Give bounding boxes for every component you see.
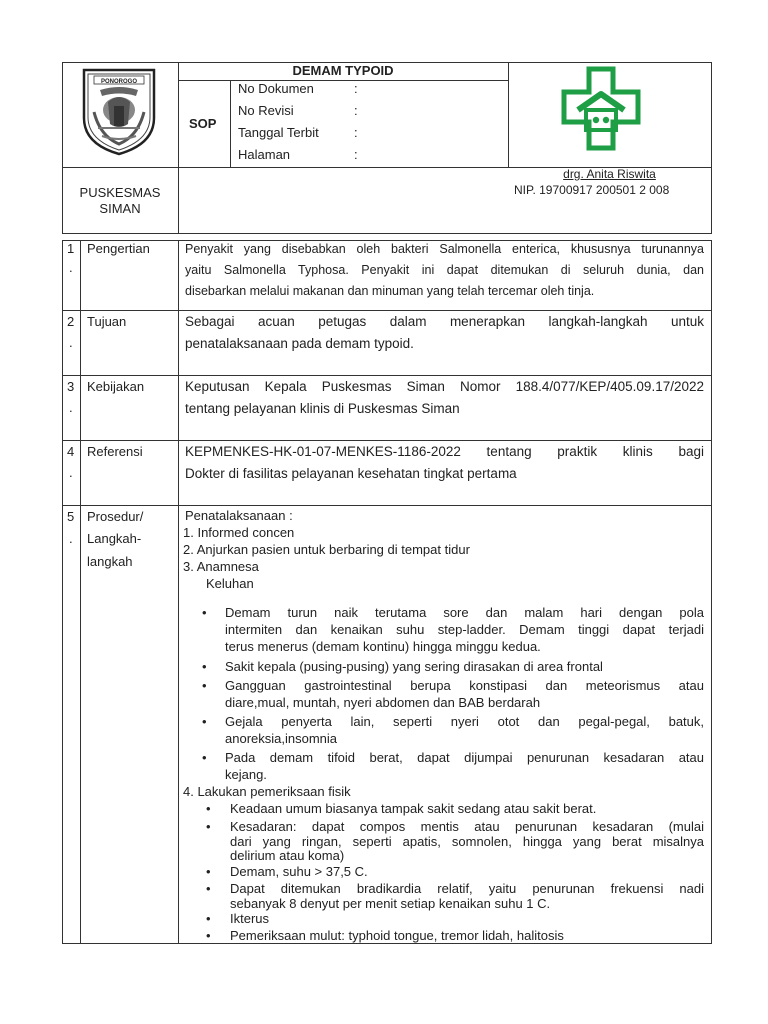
document-title: DEMAM TYPOID — [292, 63, 394, 78]
row-text-line: Sebagai acuan petugas dalam menerapkan langkah-langkah untuk — [185, 314, 704, 329]
bullet-line: delirium atau koma) — [230, 848, 345, 863]
bullet-icon: • — [202, 605, 207, 620]
field-colon: : — [354, 125, 358, 140]
bullet-icon: • — [202, 678, 207, 693]
row-number-dot: . — [69, 531, 73, 546]
row-label: Langkah- — [87, 531, 142, 546]
row-label: Pengertian — [87, 241, 150, 256]
bullet-line: Gangguan gastrointestinal berupa konstipasi dan meteorismus atau — [225, 678, 704, 693]
field-label: No Dokumen — [238, 81, 314, 96]
puskesmas-logo — [556, 66, 646, 152]
bullet-line: diare,mual, muntah, nyeri abdomen dan BAB berdarah — [225, 695, 541, 710]
institution-line: SIMAN — [99, 201, 141, 216]
bullet-line: Sakit kepala (pusing-pusing) yang sering dirasakan di area frontal — [225, 659, 603, 674]
signer-nip: NIP. 19700917 200501 2 008 — [514, 183, 670, 197]
row-number-dot: . — [69, 335, 73, 350]
bullet-line: Kesadaran: dapat compos mentis atau penurunan kesadaran (mulai — [230, 819, 704, 834]
row-text-line: tentang pelayanan klinis di Puskesmas Siman — [185, 401, 460, 416]
bullet-line: Dapat ditemukan bradikardia relatif, yaitu penurunan frekuensi nadi — [230, 881, 704, 896]
row-number: 3 — [67, 379, 75, 394]
bullet-line: Ikterus — [230, 911, 270, 926]
field-label: Halaman — [238, 147, 291, 162]
bullet-icon: • — [202, 714, 207, 729]
bullet-line: Pada demam tifoid berat, dapat dijumpai penurunan kesadaran atau — [225, 750, 704, 765]
signer-name: drg. Anita Riswita — [563, 167, 656, 181]
bullet-line: kejang. — [225, 767, 267, 782]
regency-logo — [78, 66, 160, 156]
svg-text:PONOROGO: PONOROGO — [100, 79, 138, 85]
procedure-intro: Penatalaksanaan : — [185, 508, 293, 523]
row-number: 5 — [67, 509, 75, 524]
bullet-line: intermiten dan kenaikan suhu step-ladder. Demam tinggi dapat terjadi — [225, 622, 704, 637]
row-number: 1 — [67, 241, 75, 256]
row-text-line: Penyakit yang disebabkan oleh bakteri Salmonella enterica, khususnya turunannya — [185, 242, 704, 256]
bullet-icon: • — [206, 911, 211, 926]
row-number: 2 — [67, 314, 75, 329]
bullet-line: anoreksia,insomnia — [225, 731, 338, 746]
bullet-line: Demam turun naik terutama sore dan malam hari dengan pola — [225, 605, 704, 620]
procedure-step: 1. Informed concen — [183, 525, 295, 540]
institution-line: PUSKESMAS — [79, 185, 161, 200]
field-label: Tanggal Terbit — [238, 125, 319, 140]
row-number-dot: . — [69, 465, 73, 480]
bullet-icon: • — [206, 928, 211, 943]
bullet-icon: • — [206, 819, 211, 834]
sop-label: SOP — [189, 116, 217, 131]
row-text-line: disebarkan melalui makanan dan minuman yang telah tercemar oleh tinja. — [185, 284, 595, 298]
bullet-line: terus menerus (demam kontinu) hingga minggu kedua. — [225, 639, 541, 654]
row-text-line: Dokter di fasilitas pelayanan kesehatan tingkat pertama — [185, 466, 517, 481]
bullet-line: Demam, suhu > 37,5 C. — [230, 864, 368, 879]
row-text-line: yaitu Salmonella Typhosa. Penyakit ini dapat ditemukan di seluruh dunia, dan — [185, 263, 704, 277]
bullet-line: dari yang ringan, seperti apatis, somnolen, hingga yang berat misalnya — [230, 834, 704, 849]
row-text-line: Keputusan Kepala Puskesmas Siman Nomor 188.4/077/KEP/405.09.17/2022 — [185, 379, 704, 394]
bullet-icon: • — [206, 801, 211, 816]
field-colon: : — [354, 103, 358, 118]
bullet-line: Pemeriksaan mulut: typhoid tongue, tremor lidah, halitosis — [230, 928, 564, 943]
row-text-line: penatalaksanaan pada demam typoid. — [185, 336, 414, 351]
bullet-icon: • — [206, 864, 211, 879]
row-label: Tujuan — [87, 314, 127, 329]
procedure-step: 4. Lakukan pemeriksaan fisik — [183, 784, 351, 799]
bullet-line: Keadaan umum biasanya tampak sakit sedang atau sakit berat. — [230, 801, 597, 816]
bullet-line: sebanyak 8 denyut per menit setiap kenaikan suhu 1 C. — [230, 896, 551, 911]
row-number-dot: . — [69, 400, 73, 415]
procedure-step: 2. Anjurkan pasien untuk berbaring di tempat tidur — [183, 542, 470, 557]
field-colon: : — [354, 147, 358, 162]
field-label: No Revisi — [238, 103, 294, 118]
bullet-icon: • — [206, 881, 211, 896]
row-number-dot: . — [69, 260, 73, 275]
keluhan-heading: Keluhan — [206, 576, 254, 591]
row-text-line: KEPMENKES-HK-01-07-MENKES-1186-2022 tentang praktik klinis bagi — [185, 444, 704, 459]
bullet-icon: • — [202, 659, 207, 674]
row-label: Prosedur/ — [87, 509, 144, 524]
row-label: Kebijakan — [87, 379, 145, 394]
row-number: 4 — [67, 444, 75, 459]
procedure-step: 3. Anamnesa — [183, 559, 259, 574]
row-label: langkah — [87, 554, 133, 569]
row-label: Referensi — [87, 444, 143, 459]
bullet-line: Gejala penyerta lain, seperti nyeri otot dan pegal-pegal, batuk, — [225, 714, 704, 729]
field-colon: : — [354, 81, 358, 96]
bullet-icon: • — [202, 750, 207, 765]
